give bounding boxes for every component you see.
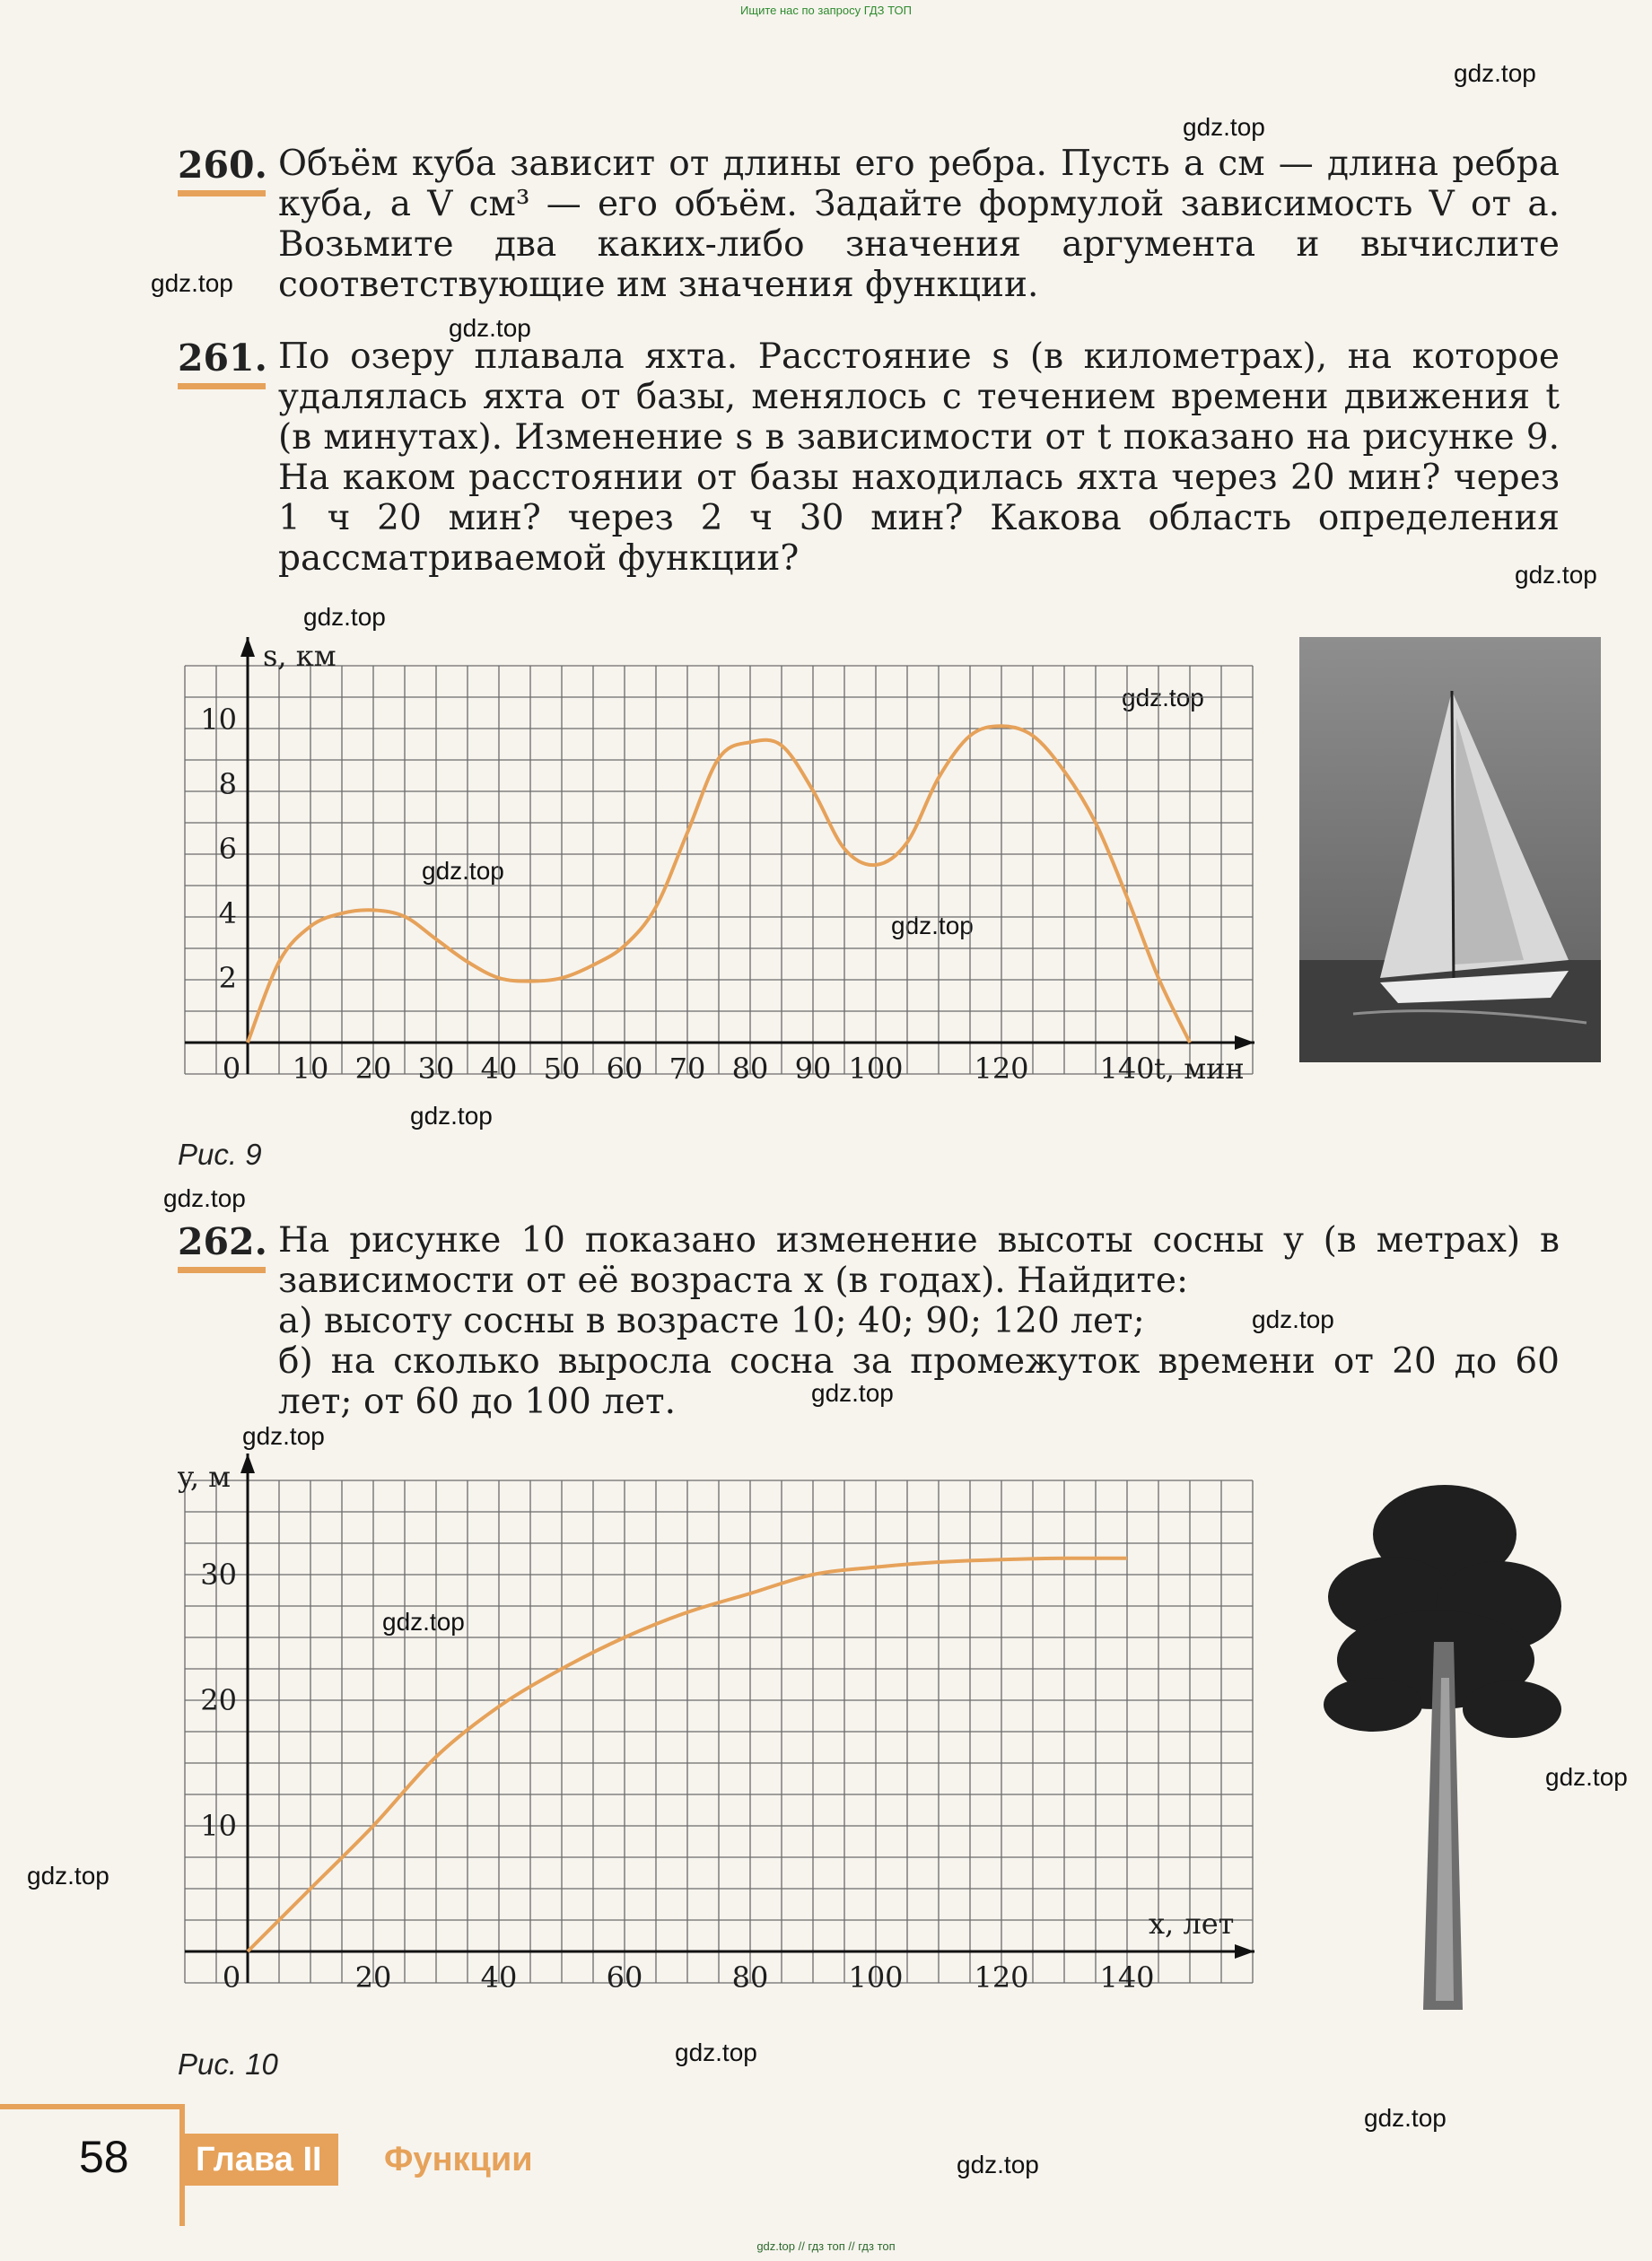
bottom-banner[interactable]: gdz.top // гдз топ // гдз топ [756, 2239, 896, 2253]
problem-number: 262. [178, 1220, 267, 1263]
x-tick-label: 30 [417, 1052, 455, 1086]
y-tick-label: 8 [218, 767, 237, 801]
y-tick-label: 10 [200, 703, 237, 737]
x-tick-label: 0 [222, 1960, 241, 1987]
figure-10-chart [178, 1449, 1269, 1987]
problem-item-b: б) на сколько выросла сосна за промежуток времени от 20 до 60 лет; от 60 до 100 лет. [278, 1341, 1560, 1422]
problem-number: 260. [178, 144, 267, 187]
watermark: gdz.top [1364, 2104, 1447, 2132]
watermark: gdz.top [1545, 1763, 1628, 1791]
x-axis-arrow [1235, 1944, 1254, 1959]
watermark: gdz.top [151, 269, 233, 297]
y-axis-label: s, км [263, 639, 337, 673]
sailboat-photo [1299, 637, 1601, 1062]
page-number: 58 [79, 2132, 129, 2182]
problem-number-underline [178, 383, 266, 389]
watermark: gdz.top [1122, 684, 1204, 711]
x-tick-label: 10 [292, 1052, 329, 1086]
x-tick-label: 140 [1099, 1960, 1155, 1987]
x-tick-label: 120 [974, 1052, 1029, 1086]
watermark: gdz.top [382, 1608, 465, 1636]
watermark: gdz.top [1183, 113, 1265, 141]
watermark: gdz.top [27, 1862, 109, 1890]
x-tick-label: 120 [974, 1960, 1029, 1987]
watermark: gdz.top [891, 912, 974, 939]
x-tick-label: 20 [354, 1960, 392, 1987]
top-banner[interactable]: Ищите нас по запросу ГДЗ ТОП [740, 4, 912, 17]
y-tick-label: 6 [218, 832, 237, 866]
problem-number: 261. [178, 336, 267, 380]
watermark: gdz.top [242, 1422, 325, 1450]
problem-262 [178, 1220, 1560, 1422]
watermark: gdz.top [410, 1102, 493, 1130]
watermark: gdz.top [163, 1184, 246, 1212]
watermark: gdz.top [957, 2151, 1039, 2178]
y-tick-label: 30 [200, 1558, 237, 1592]
x-tick-label: 80 [731, 1052, 769, 1086]
problem-text: Объём куба зависит от длины его ребра. Пусть a см — длина ребра куба, а V см³ — его объём. Задайте формулой зависимость V от a. Возьмите два каких-либо значения аргумента и вычислите соответствующие им значения функции. [278, 144, 1560, 305]
x-tick-label: 80 [731, 1960, 769, 1987]
y-axis-label: y, м [178, 1460, 232, 1494]
watermark: gdz.top [1252, 1305, 1334, 1333]
watermark: gdz.top [422, 857, 504, 885]
problem-text: По озеру плавала яхта. Расстояние s (в километрах), на которое удалялась яхта от базы, менялось с течением времени движения t (в минутах). Изменение s в зависимости от t показано на рисунке 9. На каком расстоянии от базы находилась яхта через 20 мин? через 1 ч 20 мин? через 2 ч 30 мин? Какова область определения рассматриваемой функции? [278, 336, 1560, 579]
pine-tree-illustration [1319, 1462, 1570, 2019]
x-tick-label: 100 [848, 1960, 904, 1987]
x-tick-label: 50 [543, 1052, 581, 1086]
chapter-title: Функции [384, 2141, 533, 2178]
x-tick-label: 60 [606, 1052, 643, 1086]
y-tick-label: 4 [218, 896, 237, 930]
figure-9-caption: Рис. 9 [178, 1138, 262, 1171]
y-axis-arrow [240, 1454, 255, 1473]
grid [185, 666, 1253, 1074]
watermark: gdz.top [449, 314, 531, 342]
x-tick-label: 70 [669, 1052, 706, 1086]
x-tick-label: 0 [222, 1052, 241, 1086]
problem-item-a: а) высоту сосны в возрасте 10; 40; 90; 120 лет; [278, 1301, 1145, 1341]
x-tick-label: 90 [794, 1052, 832, 1086]
x-tick-label: 60 [606, 1960, 643, 1987]
x-axis-arrow [1235, 1035, 1254, 1050]
x-tick-label: 100 [848, 1052, 904, 1086]
watermark: gdz.top [1515, 561, 1597, 589]
watermark: gdz.top [675, 2038, 757, 2066]
grid [185, 1480, 1253, 1983]
y-tick-label: 2 [218, 961, 237, 995]
x-axis-label: t, мин [1154, 1052, 1245, 1086]
chapter-label: Глава II [179, 2134, 338, 2186]
watermark: gdz.top [303, 603, 386, 631]
y-tick-label: 10 [200, 1809, 237, 1843]
figure-10-caption: Рис. 10 [178, 2047, 278, 2081]
y-tick-label: 20 [200, 1683, 237, 1717]
problem-number-underline [178, 190, 266, 196]
x-tick-label: 40 [480, 1052, 518, 1086]
watermark: gdz.top [1454, 59, 1536, 87]
watermark: gdz.top [811, 1379, 894, 1407]
x-tick-label: 40 [480, 1960, 518, 1987]
problem-text: На рисунке 10 показано изменение высоты сосны y (в метрах) в зависимости от её возраста x (в годах). Найдите: [278, 1220, 1560, 1301]
problem-260 [178, 144, 1560, 305]
x-tick-label: 20 [354, 1052, 392, 1086]
problem-261 [178, 336, 1560, 579]
y-axis-arrow [240, 637, 255, 657]
figure-9-chart [178, 628, 1269, 1113]
x-axis-label: x, лет [1149, 1907, 1235, 1941]
x-tick-label: 140 [1099, 1052, 1155, 1086]
problem-number-underline [178, 1267, 266, 1273]
